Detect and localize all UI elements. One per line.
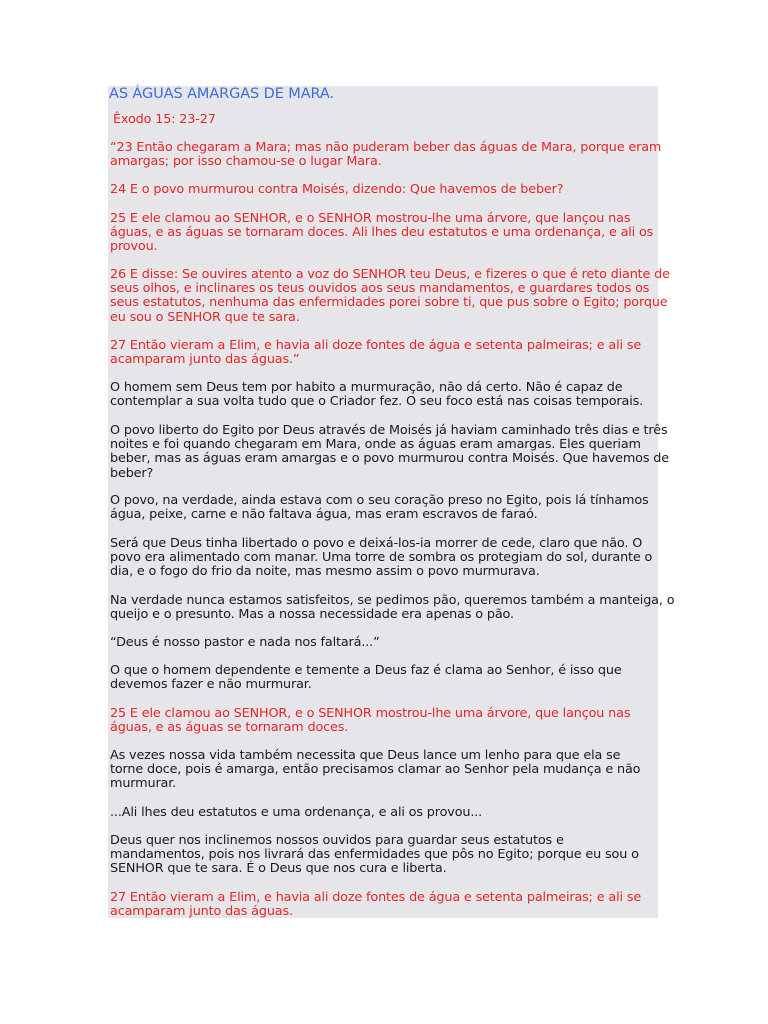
paragraph-line: água, peixe, carne e não faltava água, mas eram escravos de faraó. xyxy=(110,507,538,523)
paragraph-line: Será que Deus tinha libertado o povo e deixá-los-ia morrer de cede, claro que não. O xyxy=(110,536,643,551)
scripture-reference-line: Êxodo 15: 23-27 xyxy=(113,112,216,127)
paragraph-line: contemplar a sua volta tudo que o Criador fez. O seu foco está nas coisas temporais. xyxy=(110,394,644,410)
verse-27-line: acamparam junto das águas.” xyxy=(110,352,300,368)
verse-23-line: amargas; por isso chamou-se o lugar Mara. xyxy=(110,154,382,170)
page-title: AS ÁGUAS AMARGAS DE MARA. xyxy=(109,86,334,102)
verse-26-line: seus olhos, e inclinares os teus ouvidos aos seus mandamentos, e guardares todos os xyxy=(110,281,650,297)
paragraph-line: beber? xyxy=(110,465,154,481)
verse-23-line: “23 Então chegaram a Mara; mas não puderam beber das águas de Mara, porque eram xyxy=(110,140,662,155)
paragraph-line: Deus quer nos inclinemos nossos ouvidos para guardar seus estatutos e xyxy=(110,833,564,848)
paragraph-line: povo era alimentado com manar. Uma torre de sombra os protegiam do sol, durante o xyxy=(110,550,653,566)
paragraph-line: ...Ali lhes deu estatutos e uma ordenança, e ali os provou... xyxy=(110,805,483,820)
paragraph-line: torne doce, pois é amarga, então precisamos clamar ao Senhor pela mudança e não xyxy=(110,762,641,778)
paragraph-line: noites e foi quando chegaram em Mara, onde as águas eram amargas. Eles queriam xyxy=(110,437,641,453)
paragraph-line: O povo, na verdade, ainda estava com o seu coração preso no Egito, pois lá tínhamos xyxy=(110,493,649,508)
paragraph-line: devemos fazer e não murmurar. xyxy=(110,677,312,693)
verse-25-repeat-line: águas, e as águas se tornaram doces. xyxy=(110,720,349,736)
verse-25-repeat-line: 25 E ele clamou ao SENHOR, e o SENHOR mostrou-lhe uma árvore, que lançou nas xyxy=(110,706,631,721)
paragraph-line: Na verdade nunca estamos satisfeitos, se pedimos pão, queremos também a manteiga, o xyxy=(110,593,675,608)
paragraph-line: queijo e o presunto. Mas a nossa necessidade era apenas o pão. xyxy=(110,607,514,623)
paragraph-line: SENHOR que te sara. É o Deus que nos cura e liberta. xyxy=(110,861,447,877)
paragraph-line: O que o homem dependente e temente a Deus faz é clama ao Senhor, é isso que xyxy=(110,663,622,678)
paragraph-line: O povo liberto do Egito por Deus através de Moisés já haviam caminhado três dias e três xyxy=(110,423,668,438)
paragraph-line: mandamentos, pois nos livrará das enfermidades que pôs no Egito; porque eu sou o xyxy=(110,847,639,863)
paragraph-line: O homem sem Deus tem por habito a murmuração, não dá certo. Não é capaz de xyxy=(110,380,623,395)
paragraph-line: dia, e o fogo do frio da noite, mas mesmo assim o povo murmurava. xyxy=(110,564,540,580)
verse-26-line: seus estatutos, nenhuma das enfermidades porei sobre ti, que pus sobre o Egito; porque xyxy=(110,295,668,311)
quote-line: “Deus é nosso pastor e nada nos faltará...” xyxy=(110,635,380,650)
verse-25-line: 25 E ele clamou ao SENHOR, e o SENHOR mostrou-lhe uma árvore, que lançou nas xyxy=(110,211,631,226)
verse-25-line: águas, e as águas se tornaram doces. Ali lhes deu estatutos e uma ordenança, e ali os xyxy=(110,225,654,241)
verse-27-line: 27 Então vieram a Elim, e havia ali doze fontes de água e setenta palmeiras; e ali se xyxy=(110,338,642,353)
verse-26-line: 26 E disse: Se ouvires atento a voz do SENHOR teu Deus, e fizeres o que é reto diante de xyxy=(110,267,670,282)
verse-27-repeat-line: acamparam junto das águas. xyxy=(110,904,293,920)
paragraph-line: beber, mas as águas eram amargas e o povo murmurou contra Moisés. Que havemos de xyxy=(110,451,669,467)
verse-26-line: eu sou o SENHOR que te sara. xyxy=(110,309,300,325)
verse-25-line: provou. xyxy=(110,239,158,255)
paragraph-line: murmurar. xyxy=(110,776,177,792)
verse-24-line: 24 E o povo murmurou contra Moisés, dizendo: Que havemos de beber? xyxy=(110,182,564,197)
paragraph-line: As vezes nossa vida também necessita que Deus lance um lenho para que ela se xyxy=(110,748,621,763)
verse-27-repeat-line: 27 Então vieram a Elim, e havia ali doze fontes de água e setenta palmeiras; e ali se xyxy=(110,890,642,905)
